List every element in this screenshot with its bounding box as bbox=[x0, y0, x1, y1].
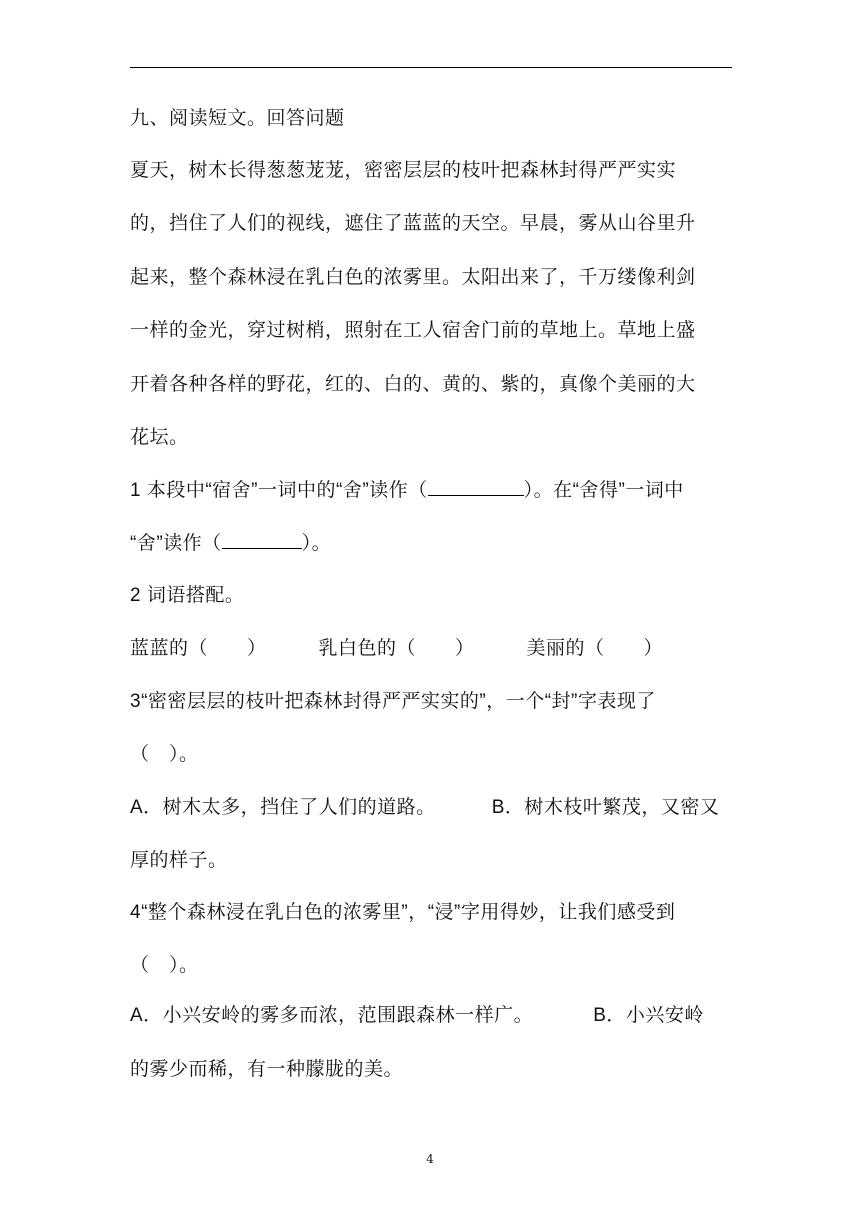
question-1-text-b: ）。在“舍得”一词中 bbox=[523, 480, 684, 501]
passage-line: 花坛。 bbox=[130, 426, 189, 448]
question-1-text-d: ）。 bbox=[301, 533, 332, 554]
passage-line: 一样的金光，穿过树梢，照射在工人宿舍门前的草地上。草地上盛 bbox=[130, 319, 696, 341]
passage-line: 夏天，树木长得葱葱茏茏，密密层层的枝叶把森林封得严严实实 bbox=[130, 159, 677, 181]
page-number: 4 bbox=[426, 1152, 434, 1166]
pairing-item: 蓝蓝的（ ） bbox=[130, 638, 267, 659]
question-2-items bbox=[130, 633, 663, 660]
question-1-text-a: 1 本段中“宿舍”一词中的“舍”读作（ bbox=[130, 480, 428, 501]
pairing-item: 乳白色的（ ） bbox=[318, 638, 475, 659]
option-a[interactable]: A．树木太多，挡住了人们的道路。 bbox=[130, 797, 436, 818]
question-3-options bbox=[130, 792, 719, 819]
option-b[interactable]: B．小兴安岭 bbox=[593, 1005, 704, 1026]
option-a[interactable]: A．小兴安岭的雾多而浓，范围跟森林一样广。 bbox=[130, 1005, 534, 1026]
passage-line: 开着各种各样的野花，红的、白的、黄的、紫的，真像个美丽的大 bbox=[130, 373, 696, 395]
answer-blank-1[interactable] bbox=[428, 477, 524, 496]
question-3-blank: （ ）。 bbox=[130, 744, 199, 765]
question-2-title: 2 词语搭配。 bbox=[130, 585, 245, 606]
answer-blank-2[interactable] bbox=[222, 530, 302, 549]
question-4-options bbox=[130, 1000, 704, 1027]
question-1-cont bbox=[130, 528, 331, 555]
question-4-blank: （ ）。 bbox=[130, 955, 199, 976]
passage-line: 的，挡住了人们的视线，遮住了蓝蓝的天空。早晨，雾从山谷里升 bbox=[130, 212, 696, 234]
option-b[interactable]: B．树木枝叶繁茂，又密又 bbox=[491, 797, 720, 818]
option-b-cont: 厚的样子。 bbox=[130, 850, 228, 871]
option-b-cont: 的雾少而稀，有一种朦胧的美。 bbox=[130, 1059, 404, 1080]
pairing-item: 美丽的（ ） bbox=[526, 638, 664, 659]
question-3: 3“密密层层的枝叶把森林封得严严实实的”，一个“封”字表现了 bbox=[130, 691, 656, 712]
question-1-text-c: “舍”读作（ bbox=[130, 533, 222, 554]
question-4: 4“整个森林浸在乳白色的浓雾里”，“浸”字用得妙，让我们感受到 bbox=[130, 902, 676, 923]
question-1 bbox=[130, 475, 684, 502]
header-rule bbox=[130, 67, 732, 68]
section-title: 九、阅读短文。回答问题 bbox=[130, 108, 345, 129]
passage-line: 起来，整个森林浸在乳白色的浓雾里。太阳出来了，千万缕像利剑 bbox=[130, 266, 696, 288]
